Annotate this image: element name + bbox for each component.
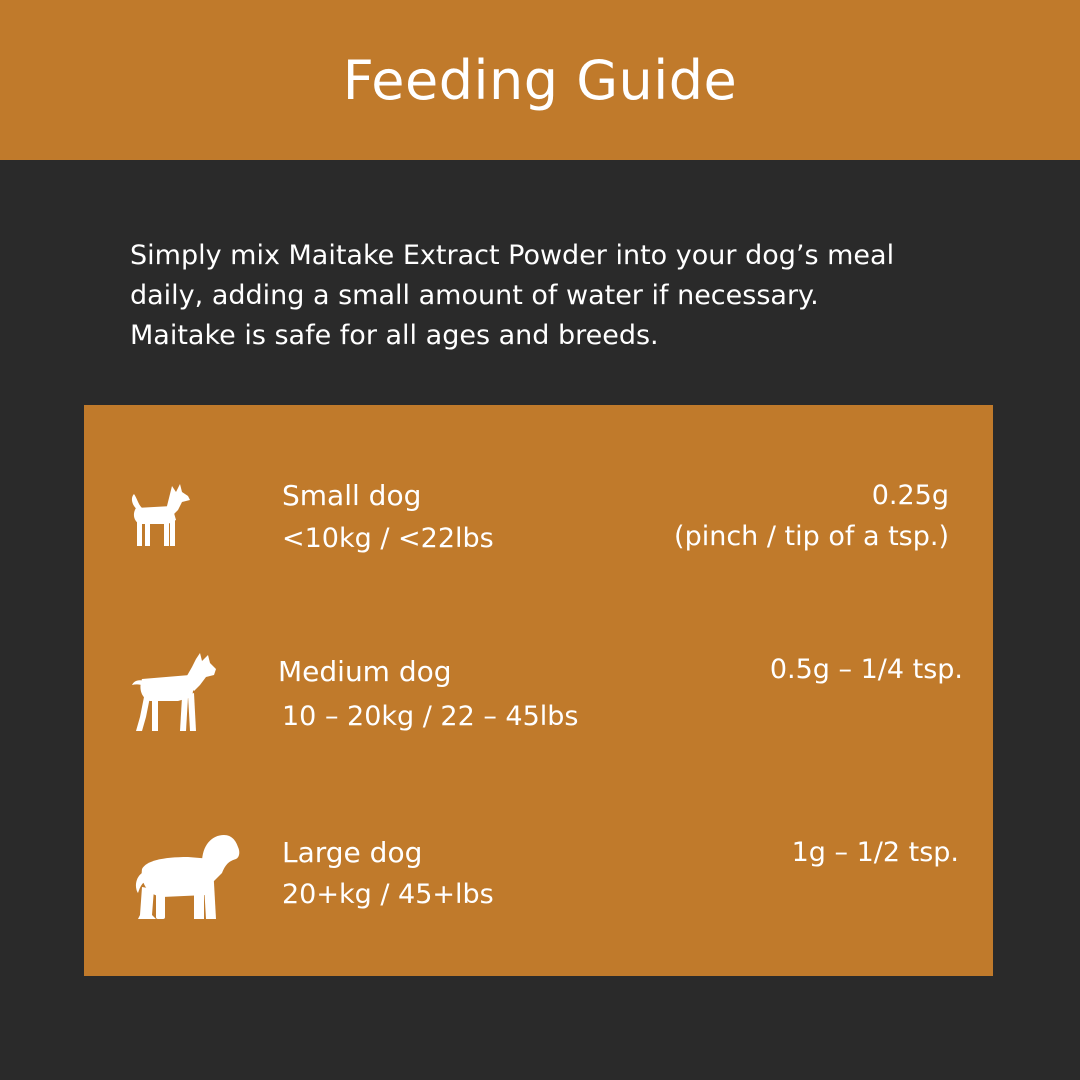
- intro-text: Simply mix Maitake Extract Powder into your dog’s meal daily, adding a small amount of water if necessary. Maitake is safe for all ages and breeds.: [130, 240, 895, 351]
- header-banner: [0, 0, 1080, 160]
- dog-size-label: Medium dog: [278, 655, 452, 688]
- dog-weight-label: <10kg / <22lbs: [282, 523, 494, 554]
- page-title: Feeding Guide: [342, 48, 738, 112]
- dose-amount: 0.25g: [871, 480, 949, 511]
- small-dog-icon: [128, 480, 194, 548]
- medium-dog-icon: [130, 651, 220, 733]
- large-dog-icon: [132, 833, 242, 923]
- dog-weight-label: 10 – 20kg / 22 – 45lbs: [282, 701, 579, 732]
- dose-note: (pinch / tip of a tsp.): [674, 521, 949, 552]
- feeding-table: [84, 405, 993, 976]
- dog-size-label: Large dog: [282, 836, 423, 869]
- dose-amount: 1g – 1/2 tsp.: [791, 837, 959, 868]
- feeding-row-small: [84, 405, 993, 595]
- dog-weight-label: 20+kg / 45+lbs: [282, 879, 494, 910]
- dose-amount: 0.5g – 1/4 tsp.: [769, 654, 963, 685]
- feeding-row-medium: [84, 595, 993, 785]
- feeding-row-large: [84, 785, 993, 976]
- dog-size-label: Small dog: [282, 479, 422, 512]
